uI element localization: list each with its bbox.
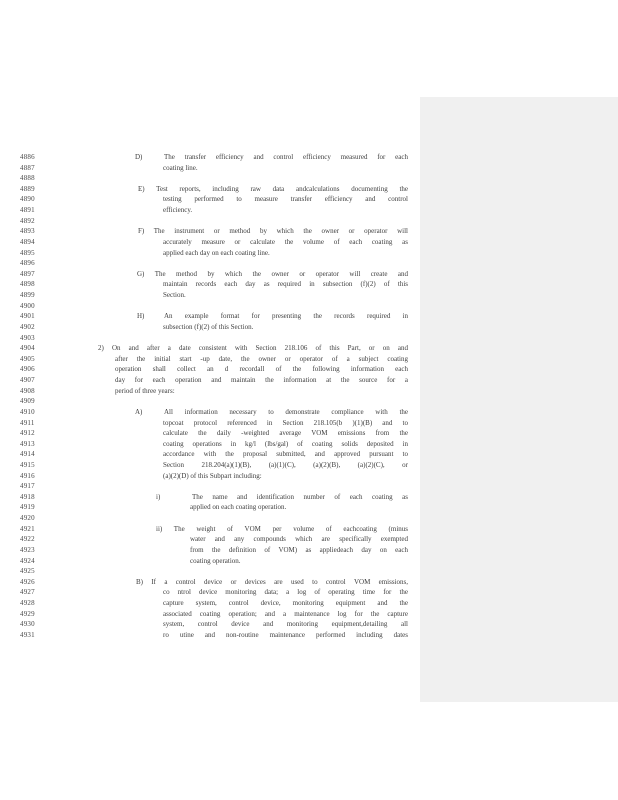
document-line	[0, 301, 618, 312]
line-text: B) If a control device or devices are used to control VOM emissions,	[136, 577, 408, 586]
line-number: 4900	[20, 301, 35, 310]
line-number: 4912	[20, 429, 35, 438]
document-line	[0, 279, 618, 290]
document-line	[0, 577, 618, 588]
line-number: 4893	[20, 227, 35, 236]
line-number: 4907	[20, 376, 35, 385]
line-number: 4915	[20, 460, 35, 469]
line-text: after the initial start -up date, the owner or operator of a subject coating	[115, 354, 408, 363]
document-line	[0, 333, 618, 344]
line-text: G) The method by which the owner or operator will create and	[137, 269, 408, 278]
line-number: 4906	[20, 365, 35, 374]
line-text: ro utine and non-routine maintenance performed including dates	[163, 630, 408, 639]
line-number: 4920	[20, 514, 35, 523]
line-number: 4931	[20, 630, 35, 639]
document-line	[0, 418, 618, 429]
document-line	[0, 566, 618, 577]
line-text: 2) On and after a date consistent with Section 218.106 of this Part, or on and	[98, 344, 408, 353]
line-text: co ntrol device monitoring data; a log of operating time for the	[163, 588, 408, 597]
document-line	[0, 386, 618, 397]
line-text: (a)(2)(D) of this Subpart including:	[163, 471, 262, 480]
line-text: Section.	[163, 291, 186, 300]
document-line	[0, 343, 618, 354]
line-text: capture system, control device, monitoring equipment and the	[163, 599, 408, 608]
line-text: accurately measure or calculate the volume of each coating as	[163, 237, 408, 246]
document-line	[0, 269, 618, 280]
document-line	[0, 587, 618, 598]
document-line	[0, 428, 618, 439]
line-text: Section 218.204(a)(1)(B), (a)(1)(C), (a)(2)(B), (a)(2)(C), or	[163, 460, 408, 469]
line-text: coating line.	[163, 163, 198, 172]
line-text: subsection (f)(2) of this Section.	[163, 322, 254, 331]
document-line	[0, 322, 618, 333]
line-text: coating operation.	[190, 556, 241, 565]
line-number: 4914	[20, 450, 35, 459]
document-line	[0, 513, 618, 524]
line-number: 4909	[20, 397, 35, 406]
line-number: 4889	[20, 184, 35, 193]
line-number: 4888	[20, 174, 35, 183]
document-line	[0, 619, 618, 630]
list-item-label: A)	[135, 407, 143, 416]
line-number: 4927	[20, 588, 35, 597]
line-number: 4922	[20, 535, 35, 544]
line-text: All information necessary to demonstrate compliance with the	[164, 407, 408, 416]
line-number: 4896	[20, 259, 35, 268]
document-line	[0, 407, 618, 418]
document-line	[0, 248, 618, 259]
document-line	[0, 502, 618, 513]
line-number: 4910	[20, 407, 35, 416]
document-line	[0, 216, 618, 227]
line-number: 4925	[20, 567, 35, 576]
document-line	[0, 163, 618, 174]
line-text: system, control device and monitoring equipment,detailing all	[163, 620, 408, 629]
line-number: 4918	[20, 492, 35, 501]
line-number: 4913	[20, 439, 35, 448]
line-text: associated coating operation; and a maintenance log for the capture	[163, 609, 408, 618]
line-text: applied each day on each coating line.	[163, 248, 270, 257]
document-line	[0, 396, 618, 407]
line-number: 4908	[20, 386, 35, 395]
document-line	[0, 630, 618, 641]
line-number: 4911	[20, 418, 35, 427]
document-line	[0, 481, 618, 492]
line-number: 4899	[20, 291, 35, 300]
line-number: 4905	[20, 354, 35, 363]
line-number: 4921	[20, 524, 35, 533]
line-text: E) Test reports, including raw data andcalculations documenting the	[138, 184, 408, 193]
line-text: The name and identification number of each coating as	[192, 492, 408, 501]
document-line	[0, 492, 618, 503]
document-line	[0, 152, 618, 163]
document-line	[0, 471, 618, 482]
line-text: water and any compounds which are specifically exempted	[190, 535, 408, 544]
document-line	[0, 258, 618, 269]
line-text: coating operations in kg/l (lbs/gal) of coating solids deposited in	[163, 439, 408, 448]
line-number: 4897	[20, 269, 35, 278]
line-number: 4887	[20, 163, 35, 172]
line-text: applied on each coating operation.	[190, 503, 287, 512]
line-text: F) The instrument or method by which the owner or operator will	[138, 227, 408, 236]
list-item-label: D)	[135, 153, 143, 161]
line-number: 4926	[20, 577, 35, 586]
line-text: topcoat protocol referenced in Section 218.105(b )(1)(B) and to	[163, 418, 408, 427]
line-text: from the definition of VOM) as appliedeach day on each	[190, 545, 408, 554]
line-text: maintain records each day as required in subsection (f)(2) of this	[163, 280, 408, 289]
line-text: testing performed to measure transfer efficiency and control	[163, 195, 408, 204]
line-text: accordance with the proposal submitted, and approved pursuant to	[163, 450, 408, 459]
line-number: 4930	[20, 620, 35, 629]
document-line	[0, 609, 618, 620]
line-number: 4890	[20, 195, 35, 204]
line-number: 4886	[20, 153, 35, 161]
line-text: calculate the daily -weighted average VOM emissions from the	[163, 429, 408, 438]
line-number: 4916	[20, 471, 35, 480]
line-number: 4903	[20, 333, 35, 342]
list-item-label: i)	[156, 492, 161, 501]
line-number: 4891	[20, 206, 35, 215]
document-line	[0, 226, 618, 237]
line-number: 4895	[20, 248, 35, 257]
line-text: efficiency.	[163, 206, 193, 215]
document-line	[0, 545, 618, 556]
document-line	[0, 439, 618, 450]
line-number: 4901	[20, 312, 35, 321]
line-number: 4928	[20, 599, 35, 608]
document-line	[0, 449, 618, 460]
document-line	[0, 205, 618, 216]
line-number: 4919	[20, 503, 35, 512]
document-line	[0, 534, 618, 545]
document-line	[0, 184, 618, 195]
list-item-label: H)	[137, 312, 145, 321]
line-text: An example format for presenting the records required in	[164, 312, 408, 321]
line-number: 4929	[20, 609, 35, 618]
line-text: ii) The weight of VOM per volume of eachcoating (minus	[156, 524, 408, 533]
document-line	[0, 375, 618, 386]
document-line	[0, 290, 618, 301]
line-number: 4898	[20, 280, 35, 289]
line-text: day for each operation and maintain the information at the source for a	[115, 376, 408, 385]
document-line	[0, 311, 618, 322]
line-number: 4892	[20, 216, 35, 225]
document-line	[0, 460, 618, 471]
line-number: 4894	[20, 237, 35, 246]
line-number: 4902	[20, 322, 35, 331]
line-number: 4923	[20, 545, 35, 554]
line-number: 4917	[20, 482, 35, 491]
line-text: period of three years:	[115, 386, 175, 395]
document-line	[0, 364, 618, 375]
document-line	[0, 354, 618, 365]
document-line	[0, 173, 618, 184]
document-line	[0, 237, 618, 248]
document-line	[0, 524, 618, 535]
line-text: operation shall collect an d recordall of the following information each	[115, 365, 408, 374]
document-line	[0, 556, 618, 567]
line-number: 4904	[20, 344, 35, 353]
line-number: 4924	[20, 556, 35, 565]
document-line	[0, 194, 618, 205]
document-line	[0, 598, 618, 609]
line-text: The transfer efficiency and control efficiency measured for each	[164, 153, 408, 161]
